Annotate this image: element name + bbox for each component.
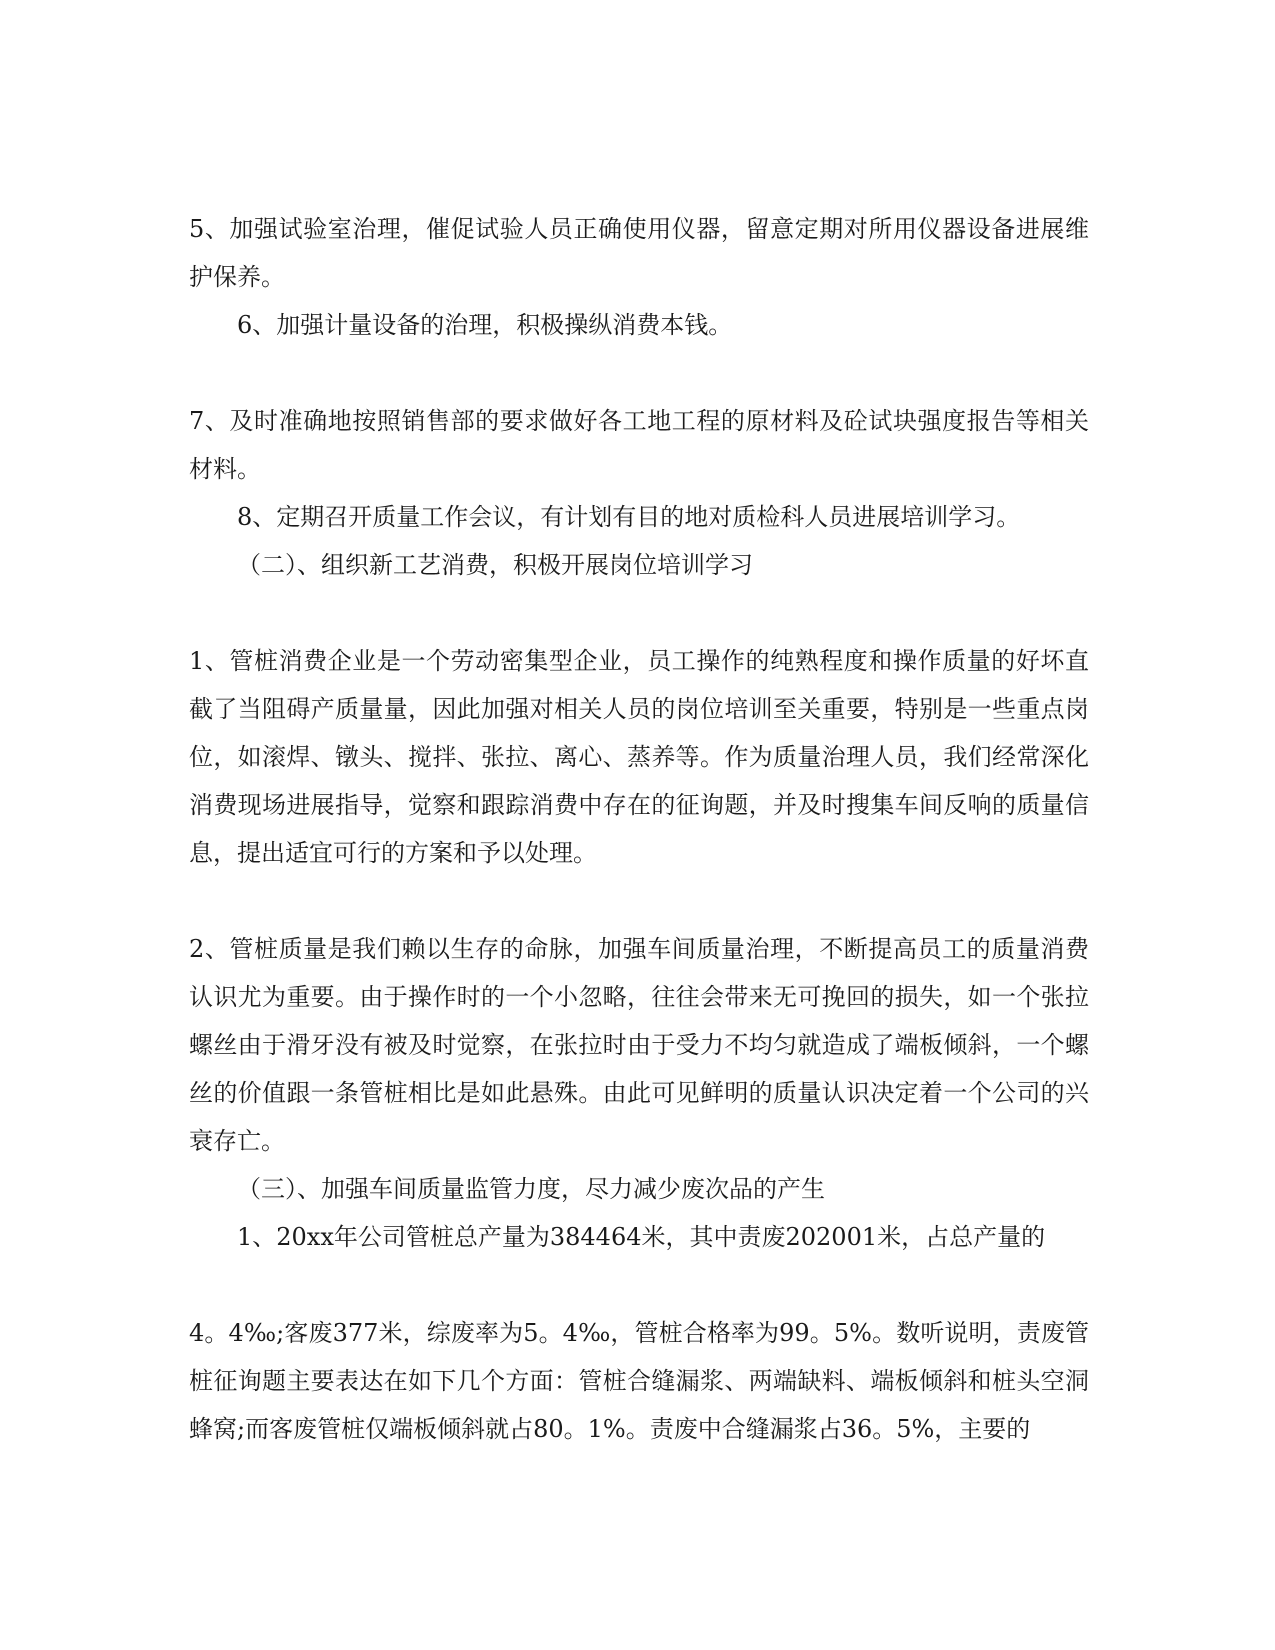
section-heading-2: （二）、组织新工艺消费，积极开展岗位培训学习 xyxy=(237,551,753,579)
paragraph-production-stats: 4。4‰;客废377米，综废率为5。4‰，管桩合格率为99。5%。数听说明，责废管桩征询题主要表达在如下几个方面：管桩合缝漏浆、两端缺料、端板倾斜和桩头空洞蜂窝;而客废管桩仅端板倾斜就占80。1%。责废中合缝漏浆占36。5%，主要的 xyxy=(189,1319,1089,1443)
paragraph-item-6: 6、加强计量设备的治理，积极操纵消费本钱。 xyxy=(237,311,733,339)
paragraph-production-1: 1、20xx年公司管桩总产量为384464米，其中责废202001米，占总产量的 xyxy=(237,1223,1046,1251)
paragraph-item-5: 5、加强试验室治理，催促试验人员正确使用仪器，留意定期对所用仪器设备进展维护保养。 xyxy=(189,215,1089,291)
paragraph-item-7: 7、及时准确地按照销售部的要求做好各工地工程的原材料及砼试块强度报告等相关材料。 xyxy=(189,407,1089,483)
section-heading-3: （三）、加强车间质量监管力度，尽力减少废次品的产生 xyxy=(237,1175,825,1203)
paragraph-training-1: 1、管桩消费企业是一个劳动密集型企业，员工操作的纯熟程度和操作质量的好坏直截了当阻碍产质量量，因此加强对相关人员的岗位培训至关重要，特别是一些重点岗位，如滚焊、镦头、搅拌、张拉、离心、蒸养等。作为质量治理人员，我们经常深化消费现场进展指导，觉察和跟踪消费中存在的征询题，并及时搜集车间反响的质量信息，提出适宜可行的方案和予以处理。 xyxy=(189,647,1089,867)
document-body xyxy=(189,205,1089,1453)
paragraph-training-2: 2、管桩质量是我们赖以生存的命脉，加强车间质量治理，不断提高员工的质量消费认识尤为重要。由于操作时的一个小忽略，往往会带来无可挽回的损失，如一个张拉螺丝由于滑牙没有被及时觉察，在张拉时由于受力不均匀就造成了端板倾斜，一个螺丝的价值跟一条管桩相比是如此悬殊。由此可见鲜明的质量认识决定着一个公司的兴衰存亡。 xyxy=(189,935,1089,1155)
paragraph-item-8: 8、定期召开质量工作会议，有计划有目的地对质检科人员进展培训学习。 xyxy=(237,503,1021,531)
